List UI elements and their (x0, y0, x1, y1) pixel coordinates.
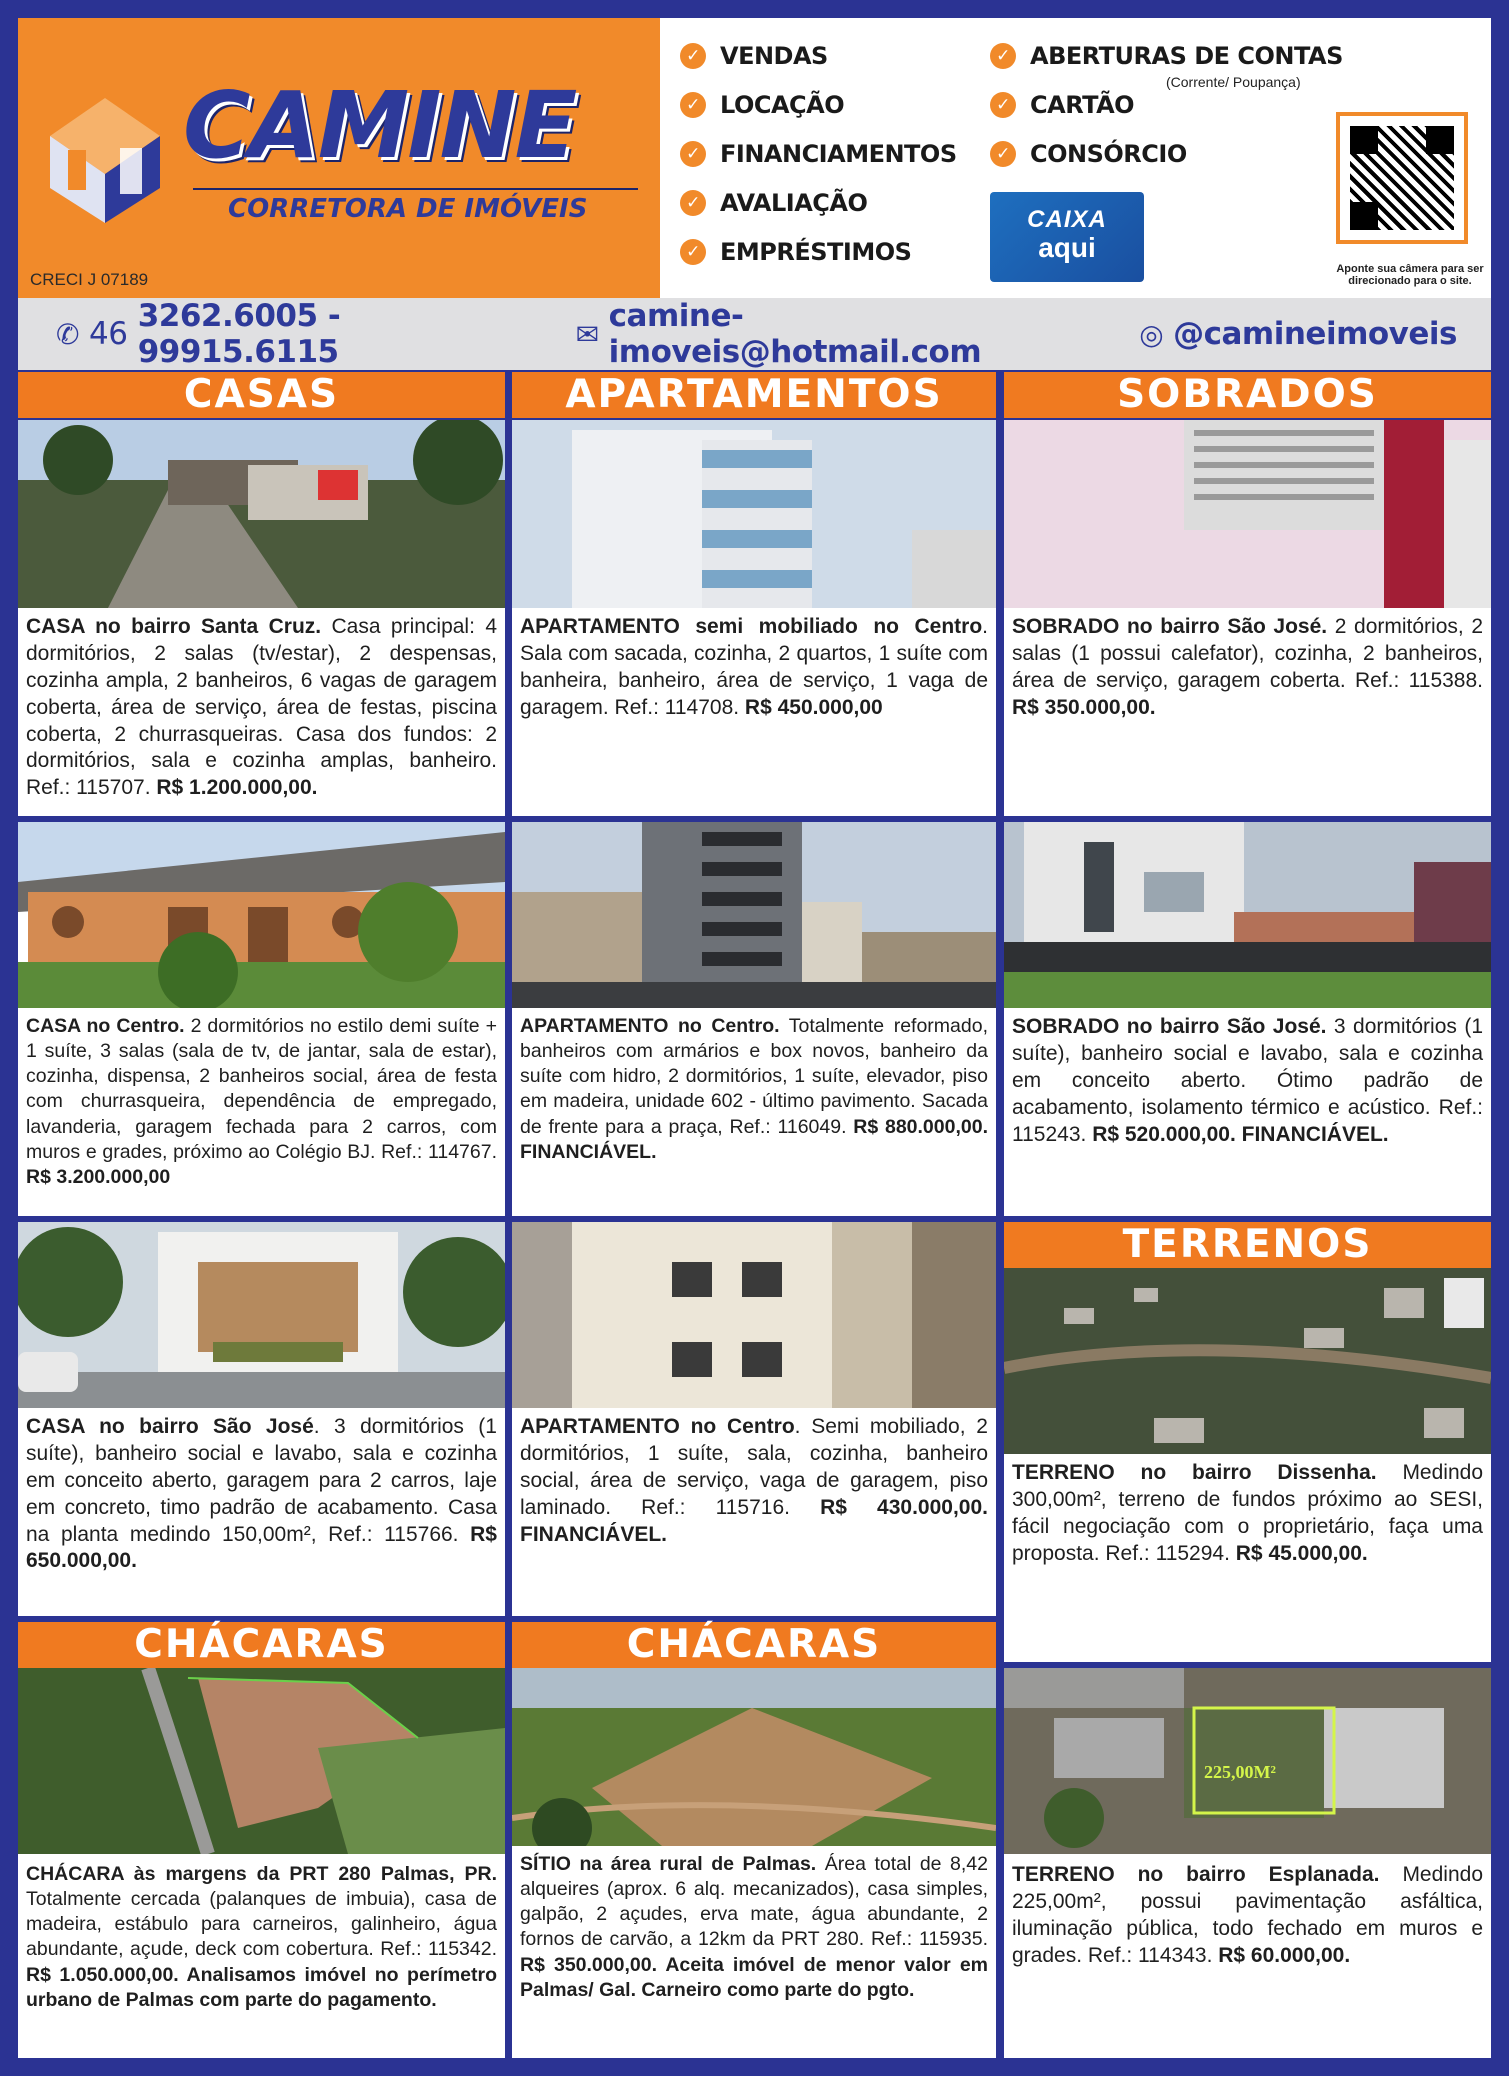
listing-description: APARTAMENTO no Centro. Semi mobiliado, 2 dormitórios, 1 suíte, sala, cozinha, banheiro social, área de serviço, vaga de garagem, piso laminado. Ref.: 115716. R$ 430.000,00. FINANCIÁVEL. (520, 1415, 988, 1546)
contact-bar (18, 298, 1491, 370)
accounts-note: (Corrente/ Poupança) (1166, 74, 1301, 90)
apartment-photo (512, 822, 996, 1008)
email-icon: ✉ (575, 317, 599, 351)
logo-subtitle: CORRETORA DE IMÓVEIS (228, 194, 588, 224)
service-item: ✓ LOCAÇÃO (680, 91, 844, 119)
caixa-aqui-badge: CAIXA aqui (990, 192, 1144, 282)
listing-description: TERRENO no bairro Esplanada. Medindo 225,00m², possui pavimentação asfáltica, iluminação pública, todo fechado em muros e grades. Ref.: 114343. R$ 60.000,00. (1012, 1863, 1483, 1967)
service-item: ✓ AVALIAÇÃO (680, 189, 867, 217)
listing-description: SÍTIO na área rural de Palmas. Área total de 8,42 alqueires (aprox. 6 alq. mecanizados), casa simples, galpão, 2 açudes, erva mate, água abundante, 2 fornos de carvão, a 12km da PRT 280. Ref.: 115935. R$ 350.000,00. Aceita imóvel de menor valor em Palmas/ Gal. Carneiro como parte do pgto. (520, 1853, 989, 2001)
aerial-farm-photo (18, 1668, 505, 1854)
listing-description: CASA no Centro. 2 dormitórios no estilo demi suíte + 1 suíte, 3 salas (sala de tv, de jantar, sala de estar), cozinha, dispensa, 2 banheiros social, área de festa com churrasqueira, dependência de empregado, lavanderia, garagem fechada para 2 carros, com muros e grades, próximo ao Colégio BJ. Ref.: 114767. R$ 3.200.000,00 (26, 1015, 497, 1188)
listing-description: SOBRADO no bairro São José. 3 dormitórios (1 suíte), banheiro social e lavabo, sala e cozinha em conceito aberto. Ótimo padrão de acabamento, isolamento térmico e acústico. Ref.: 115243. R$ 520.000,00. FINANCIÁVEL. (1012, 1015, 1484, 1146)
listing-description: SOBRADO no bairro São José. 2 dormitórios, 2 salas (1 possui calefator), cozinha, 2 banheiros, área de serviço, garagem coberta. Ref.: 115388. R$ 350.000,00. (1012, 615, 1484, 719)
service-item: ✓ CARTÃO (990, 91, 1134, 119)
listing-card-terreno-esplanada[interactable] (1004, 1668, 1491, 2058)
check-icon: ✓ (680, 43, 706, 69)
brand-panel (18, 18, 660, 298)
service-item: ✓ EMPRÉSTIMOS (680, 238, 911, 266)
instagram-contact[interactable]: ◎ @camineimoveis (1139, 316, 1457, 352)
house-logo-icon (40, 88, 170, 228)
check-icon: ✓ (990, 43, 1016, 69)
house-photo (18, 420, 505, 608)
listing-description: CHÁCARA às margens da PRT 280 Palmas, PR. Totalmente cercada (palanques de imbuia), casa de madeira, estábulo para carneiros, galinheiro, água abundante, açude, deck com cobertura. Ref.: 115342. R$ 1.050.000,00. Analisamos imóvel no perímetro urbano de Palmas com parte do pagamento. (26, 1863, 498, 2011)
logo-divider (193, 188, 638, 190)
check-icon: ✓ (680, 141, 706, 167)
listing-card-sobrado-sao-jose-2[interactable] (1004, 822, 1491, 1216)
check-icon: ✓ (990, 141, 1016, 167)
listing-card-apartamento-semi-mobiliado-2[interactable] (512, 1222, 996, 1616)
qr-caption: Aponte sua câmera para ser direcionado para o site. (1336, 263, 1484, 287)
listing-description: APARTAMENTO no Centro. Totalmente reformado, banheiros com armários e box novos, banheiro da suíte com hidro, 2 dormitórios, 1 suíte, elevador, piso em madeira, unidade 602 - último pavimento. Sacada de frente para a praça, Ref.: 116049. R$ 880.000,00. FINANCIÁVEL. (520, 1015, 988, 1163)
section-header-casas: CASAS (18, 372, 505, 418)
service-item: ✓ CONSÓRCIO (990, 140, 1187, 168)
check-icon: ✓ (990, 92, 1016, 118)
section-header-chacaras-2: CHÁCARAS (512, 1622, 996, 1668)
section-header-chacaras: CHÁCARAS (18, 1622, 505, 1668)
townhouse-photo (1004, 822, 1491, 1008)
listing-card-sitio-palmas[interactable] (512, 1668, 996, 2058)
listing-card-terreno-dissenha[interactable] (1004, 1268, 1491, 1662)
townhouse-photo (1004, 420, 1491, 608)
lot-area-label: 225,00M² (1204, 1762, 1276, 1782)
listing-card-apartamento-centro-reformado[interactable] (512, 822, 996, 1216)
creci-number: CRECI J 07189 (30, 270, 149, 289)
listing-card-sobrado-sao-jose[interactable] (1004, 420, 1491, 816)
service-item: ✓ ABERTURAS DE CONTAS (990, 42, 1343, 70)
listing-card-casa-centro[interactable] (18, 822, 505, 1216)
section-header-apartamentos: APARTAMENTOS (512, 372, 996, 418)
house-render-photo (18, 1222, 505, 1408)
listing-card-chacara-prt280[interactable] (18, 1668, 505, 2058)
service-item: ✓ VENDAS (680, 42, 828, 70)
listing-card-casa-sao-jose[interactable] (18, 1222, 505, 1616)
listing-card-casa-santa-cruz[interactable] (18, 420, 505, 816)
aerial-lot-photo (1004, 1668, 1491, 1854)
aerial-lot-photo (1004, 1268, 1491, 1454)
listing-description: CASA no bairro São José. 3 dormitórios (1 suíte), banheiro social e lavabo, sala e cozinha em conceito aberto, garagem para 2 carros, laje em concreto, timo padrão de acabamento. Casa na planta medindo 150,00m², Ref.: 115766. R$ 650.000,00. (26, 1415, 497, 1573)
check-icon: ✓ (680, 190, 706, 216)
apartment-photo (512, 1222, 996, 1408)
aerial-rural-photo (512, 1668, 996, 1846)
listing-description: TERRENO no bairro Dissenha. Medindo 300,00m², terreno de fundos próximo ao SESI, fácil negociação com o proprietário, faça uma proposta. Ref.: 115294. R$ 45.000,00. (1012, 1461, 1483, 1565)
listing-description: CASA no bairro Santa Cruz. Casa principal: 4 dormitórios, 2 salas (tv/estar), 2 despensas, cozinha ampla, 2 banheiros, 6 vagas de garagem coberta, área de serviço, área de festas, piscina coberta, 2 churrasqueiras. Casa dos fundos: 2 dormitórios, sala e cozinha amplas, banheiro. Ref.: 115707. R$ 1.200.000,00. (26, 615, 497, 800)
listing-description: APARTAMENTO semi mobiliado no Centro. Sala com sacada, cozinha, 2 quartos, 1 suíte com banheira, banheiro, área de serviço, 1 vaga de garagem. Ref.: 114708. R$ 450.000,00 (520, 615, 988, 719)
qr-code[interactable] (1336, 112, 1468, 244)
apartment-photo (512, 420, 996, 608)
whatsapp-icon: ✆ (56, 317, 79, 351)
section-header-terrenos: TERRENOS (1004, 1222, 1491, 1268)
service-item: ✓ FINANCIAMENTOS (680, 140, 957, 168)
listing-card-apartamento-semi-mobiliado[interactable] (512, 420, 996, 816)
house-photo (18, 822, 505, 1008)
check-icon: ✓ (680, 239, 706, 265)
header (18, 18, 1491, 298)
instagram-icon: ◎ (1139, 317, 1164, 351)
phone-contact[interactable]: ✆ 46 3262.6005 - 99915.6115 (56, 298, 341, 370)
section-header-sobrados: SOBRADOS (1004, 372, 1491, 418)
email-contact[interactable]: ✉ camine-imoveis@hotmail.com (575, 298, 982, 370)
logo-wordmark: CAMINE (183, 72, 576, 179)
check-icon: ✓ (680, 92, 706, 118)
